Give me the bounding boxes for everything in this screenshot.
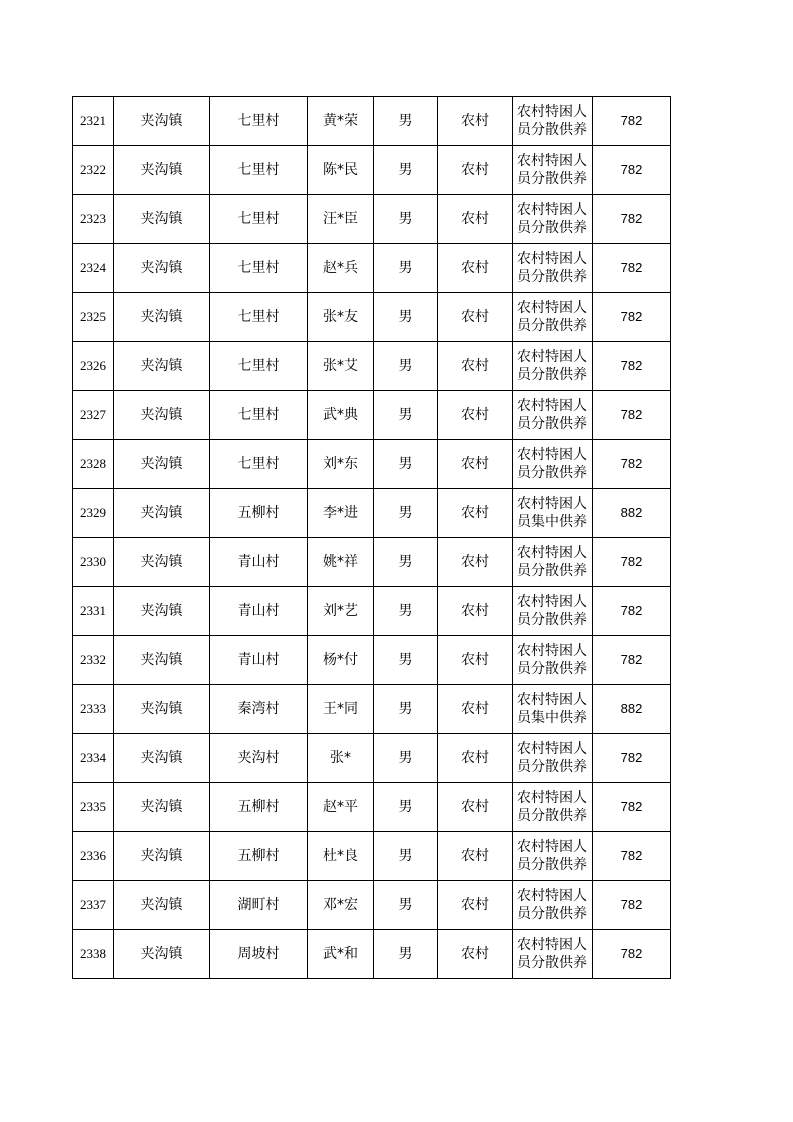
hukou-type-cell: 农村	[438, 489, 513, 538]
town-cell: 夹沟镇	[114, 97, 210, 146]
town-cell: 夹沟镇	[114, 440, 210, 489]
town-cell: 夹沟镇	[114, 146, 210, 195]
amount-cell: 782	[593, 195, 671, 244]
category-text: 农村特困人员分散供养	[517, 153, 587, 187]
name-cell: 杜*良	[308, 832, 374, 881]
row-number-cell: 2338	[73, 930, 114, 979]
hukou-type-cell: 农村	[438, 734, 513, 783]
town-cell: 夹沟镇	[114, 881, 210, 930]
amount-cell: 782	[593, 832, 671, 881]
hukou-type-cell: 农村	[438, 342, 513, 391]
roster-table	[72, 96, 671, 979]
table-row	[73, 489, 671, 538]
category-text: 农村特困人员集中供养	[517, 496, 587, 530]
village-cell: 七里村	[210, 97, 308, 146]
category-text: 农村特困人员分散供养	[517, 937, 587, 971]
village-cell: 七里村	[210, 293, 308, 342]
category-cell	[513, 881, 593, 930]
gender-cell: 男	[374, 342, 438, 391]
village-cell: 七里村	[210, 146, 308, 195]
village-cell: 七里村	[210, 391, 308, 440]
category-cell	[513, 538, 593, 587]
gender-cell: 男	[374, 685, 438, 734]
category-cell	[513, 489, 593, 538]
category-text: 农村特困人员分散供养	[517, 300, 587, 334]
category-text: 农村特困人员分散供养	[517, 741, 587, 775]
table-row	[73, 783, 671, 832]
row-number-cell: 2328	[73, 440, 114, 489]
category-text: 农村特困人员分散供养	[517, 251, 587, 285]
name-cell: 张*友	[308, 293, 374, 342]
hukou-type-cell: 农村	[438, 538, 513, 587]
row-number-cell: 2334	[73, 734, 114, 783]
amount-cell: 782	[593, 636, 671, 685]
table-row	[73, 832, 671, 881]
amount-cell: 882	[593, 685, 671, 734]
town-cell: 夹沟镇	[114, 832, 210, 881]
village-cell: 七里村	[210, 244, 308, 293]
village-cell: 青山村	[210, 538, 308, 587]
gender-cell: 男	[374, 195, 438, 244]
hukou-type-cell: 农村	[438, 244, 513, 293]
row-number-cell: 2322	[73, 146, 114, 195]
table-row	[73, 146, 671, 195]
hukou-type-cell: 农村	[438, 440, 513, 489]
table-row	[73, 881, 671, 930]
table-row	[73, 195, 671, 244]
table-row	[73, 293, 671, 342]
category-cell	[513, 342, 593, 391]
category-cell	[513, 734, 593, 783]
category-cell	[513, 930, 593, 979]
table-row	[73, 391, 671, 440]
village-cell: 七里村	[210, 440, 308, 489]
town-cell: 夹沟镇	[114, 930, 210, 979]
amount-cell: 782	[593, 538, 671, 587]
hukou-type-cell: 农村	[438, 146, 513, 195]
category-text: 农村特困人员分散供养	[517, 643, 587, 677]
name-cell: 赵*兵	[308, 244, 374, 293]
amount-cell: 782	[593, 97, 671, 146]
row-number-cell: 2333	[73, 685, 114, 734]
town-cell: 夹沟镇	[114, 783, 210, 832]
gender-cell: 男	[374, 881, 438, 930]
category-text: 农村特困人员分散供养	[517, 790, 587, 824]
name-cell: 张*	[308, 734, 374, 783]
table-row	[73, 538, 671, 587]
table-row	[73, 636, 671, 685]
amount-cell: 782	[593, 440, 671, 489]
row-number-cell: 2331	[73, 587, 114, 636]
table-row	[73, 587, 671, 636]
hukou-type-cell: 农村	[438, 783, 513, 832]
category-cell	[513, 146, 593, 195]
gender-cell: 男	[374, 783, 438, 832]
village-cell: 秦湾村	[210, 685, 308, 734]
name-cell: 刘*艺	[308, 587, 374, 636]
village-cell: 五柳村	[210, 489, 308, 538]
amount-cell: 782	[593, 930, 671, 979]
table-row	[73, 342, 671, 391]
hukou-type-cell: 农村	[438, 195, 513, 244]
town-cell: 夹沟镇	[114, 587, 210, 636]
row-number-cell: 2327	[73, 391, 114, 440]
amount-cell: 882	[593, 489, 671, 538]
amount-cell: 782	[593, 587, 671, 636]
category-text: 农村特困人员分散供养	[517, 447, 587, 481]
hukou-type-cell: 农村	[438, 391, 513, 440]
hukou-type-cell: 农村	[438, 587, 513, 636]
name-cell: 张*艾	[308, 342, 374, 391]
name-cell: 武*典	[308, 391, 374, 440]
village-cell: 青山村	[210, 587, 308, 636]
category-cell	[513, 685, 593, 734]
table-row	[73, 97, 671, 146]
amount-cell: 782	[593, 783, 671, 832]
category-cell	[513, 195, 593, 244]
table-row	[73, 930, 671, 979]
gender-cell: 男	[374, 636, 438, 685]
town-cell: 夹沟镇	[114, 685, 210, 734]
gender-cell: 男	[374, 832, 438, 881]
gender-cell: 男	[374, 146, 438, 195]
gender-cell: 男	[374, 244, 438, 293]
village-cell: 夹沟村	[210, 734, 308, 783]
village-cell: 五柳村	[210, 783, 308, 832]
gender-cell: 男	[374, 440, 438, 489]
amount-cell: 782	[593, 293, 671, 342]
town-cell: 夹沟镇	[114, 636, 210, 685]
village-cell: 湖町村	[210, 881, 308, 930]
town-cell: 夹沟镇	[114, 244, 210, 293]
category-cell	[513, 440, 593, 489]
table-row	[73, 734, 671, 783]
town-cell: 夹沟镇	[114, 734, 210, 783]
village-cell: 七里村	[210, 342, 308, 391]
category-text: 农村特困人员分散供养	[517, 839, 587, 873]
row-number-cell: 2335	[73, 783, 114, 832]
name-cell: 赵*平	[308, 783, 374, 832]
gender-cell: 男	[374, 293, 438, 342]
village-cell: 五柳村	[210, 832, 308, 881]
village-cell: 七里村	[210, 195, 308, 244]
category-cell	[513, 293, 593, 342]
row-number-cell: 2324	[73, 244, 114, 293]
gender-cell: 男	[374, 538, 438, 587]
gender-cell: 男	[374, 734, 438, 783]
name-cell: 杨*付	[308, 636, 374, 685]
gender-cell: 男	[374, 587, 438, 636]
row-number-cell: 2323	[73, 195, 114, 244]
hukou-type-cell: 农村	[438, 930, 513, 979]
row-number-cell: 2325	[73, 293, 114, 342]
name-cell: 黄*荣	[308, 97, 374, 146]
row-number-cell: 2321	[73, 97, 114, 146]
hukou-type-cell: 农村	[438, 636, 513, 685]
gender-cell: 男	[374, 930, 438, 979]
row-number-cell: 2337	[73, 881, 114, 930]
category-cell	[513, 244, 593, 293]
gender-cell: 男	[374, 489, 438, 538]
amount-cell: 782	[593, 342, 671, 391]
category-text: 农村特困人员分散供养	[517, 398, 587, 432]
category-cell	[513, 587, 593, 636]
table-row	[73, 440, 671, 489]
amount-cell: 782	[593, 244, 671, 293]
gender-cell: 男	[374, 391, 438, 440]
category-text: 农村特困人员分散供养	[517, 104, 587, 138]
row-number-cell: 2329	[73, 489, 114, 538]
category-cell	[513, 636, 593, 685]
town-cell: 夹沟镇	[114, 195, 210, 244]
village-cell: 周坡村	[210, 930, 308, 979]
amount-cell: 782	[593, 391, 671, 440]
name-cell: 王*同	[308, 685, 374, 734]
name-cell: 汪*臣	[308, 195, 374, 244]
name-cell: 刘*东	[308, 440, 374, 489]
category-text: 农村特困人员分散供养	[517, 594, 587, 628]
amount-cell: 782	[593, 881, 671, 930]
hukou-type-cell: 农村	[438, 685, 513, 734]
table-row	[73, 685, 671, 734]
category-cell	[513, 832, 593, 881]
row-number-cell: 2330	[73, 538, 114, 587]
name-cell: 陈*民	[308, 146, 374, 195]
town-cell: 夹沟镇	[114, 391, 210, 440]
hukou-type-cell: 农村	[438, 293, 513, 342]
row-number-cell: 2332	[73, 636, 114, 685]
hukou-type-cell: 农村	[438, 832, 513, 881]
name-cell: 邓*宏	[308, 881, 374, 930]
category-text: 农村特困人员集中供养	[517, 692, 587, 726]
hukou-type-cell: 农村	[438, 97, 513, 146]
category-text: 农村特困人员分散供养	[517, 888, 587, 922]
roster-body	[73, 97, 671, 979]
name-cell: 武*和	[308, 930, 374, 979]
town-cell: 夹沟镇	[114, 538, 210, 587]
table-row	[73, 244, 671, 293]
town-cell: 夹沟镇	[114, 293, 210, 342]
category-text: 农村特困人员分散供养	[517, 349, 587, 383]
amount-cell: 782	[593, 146, 671, 195]
category-cell	[513, 97, 593, 146]
amount-cell: 782	[593, 734, 671, 783]
town-cell: 夹沟镇	[114, 342, 210, 391]
name-cell: 姚*祥	[308, 538, 374, 587]
village-cell: 青山村	[210, 636, 308, 685]
category-cell	[513, 391, 593, 440]
category-text: 农村特困人员分散供养	[517, 202, 587, 236]
category-text: 农村特困人员分散供养	[517, 545, 587, 579]
name-cell: 李*进	[308, 489, 374, 538]
row-number-cell: 2326	[73, 342, 114, 391]
hukou-type-cell: 农村	[438, 881, 513, 930]
gender-cell: 男	[374, 97, 438, 146]
category-cell	[513, 783, 593, 832]
row-number-cell: 2336	[73, 832, 114, 881]
town-cell: 夹沟镇	[114, 489, 210, 538]
